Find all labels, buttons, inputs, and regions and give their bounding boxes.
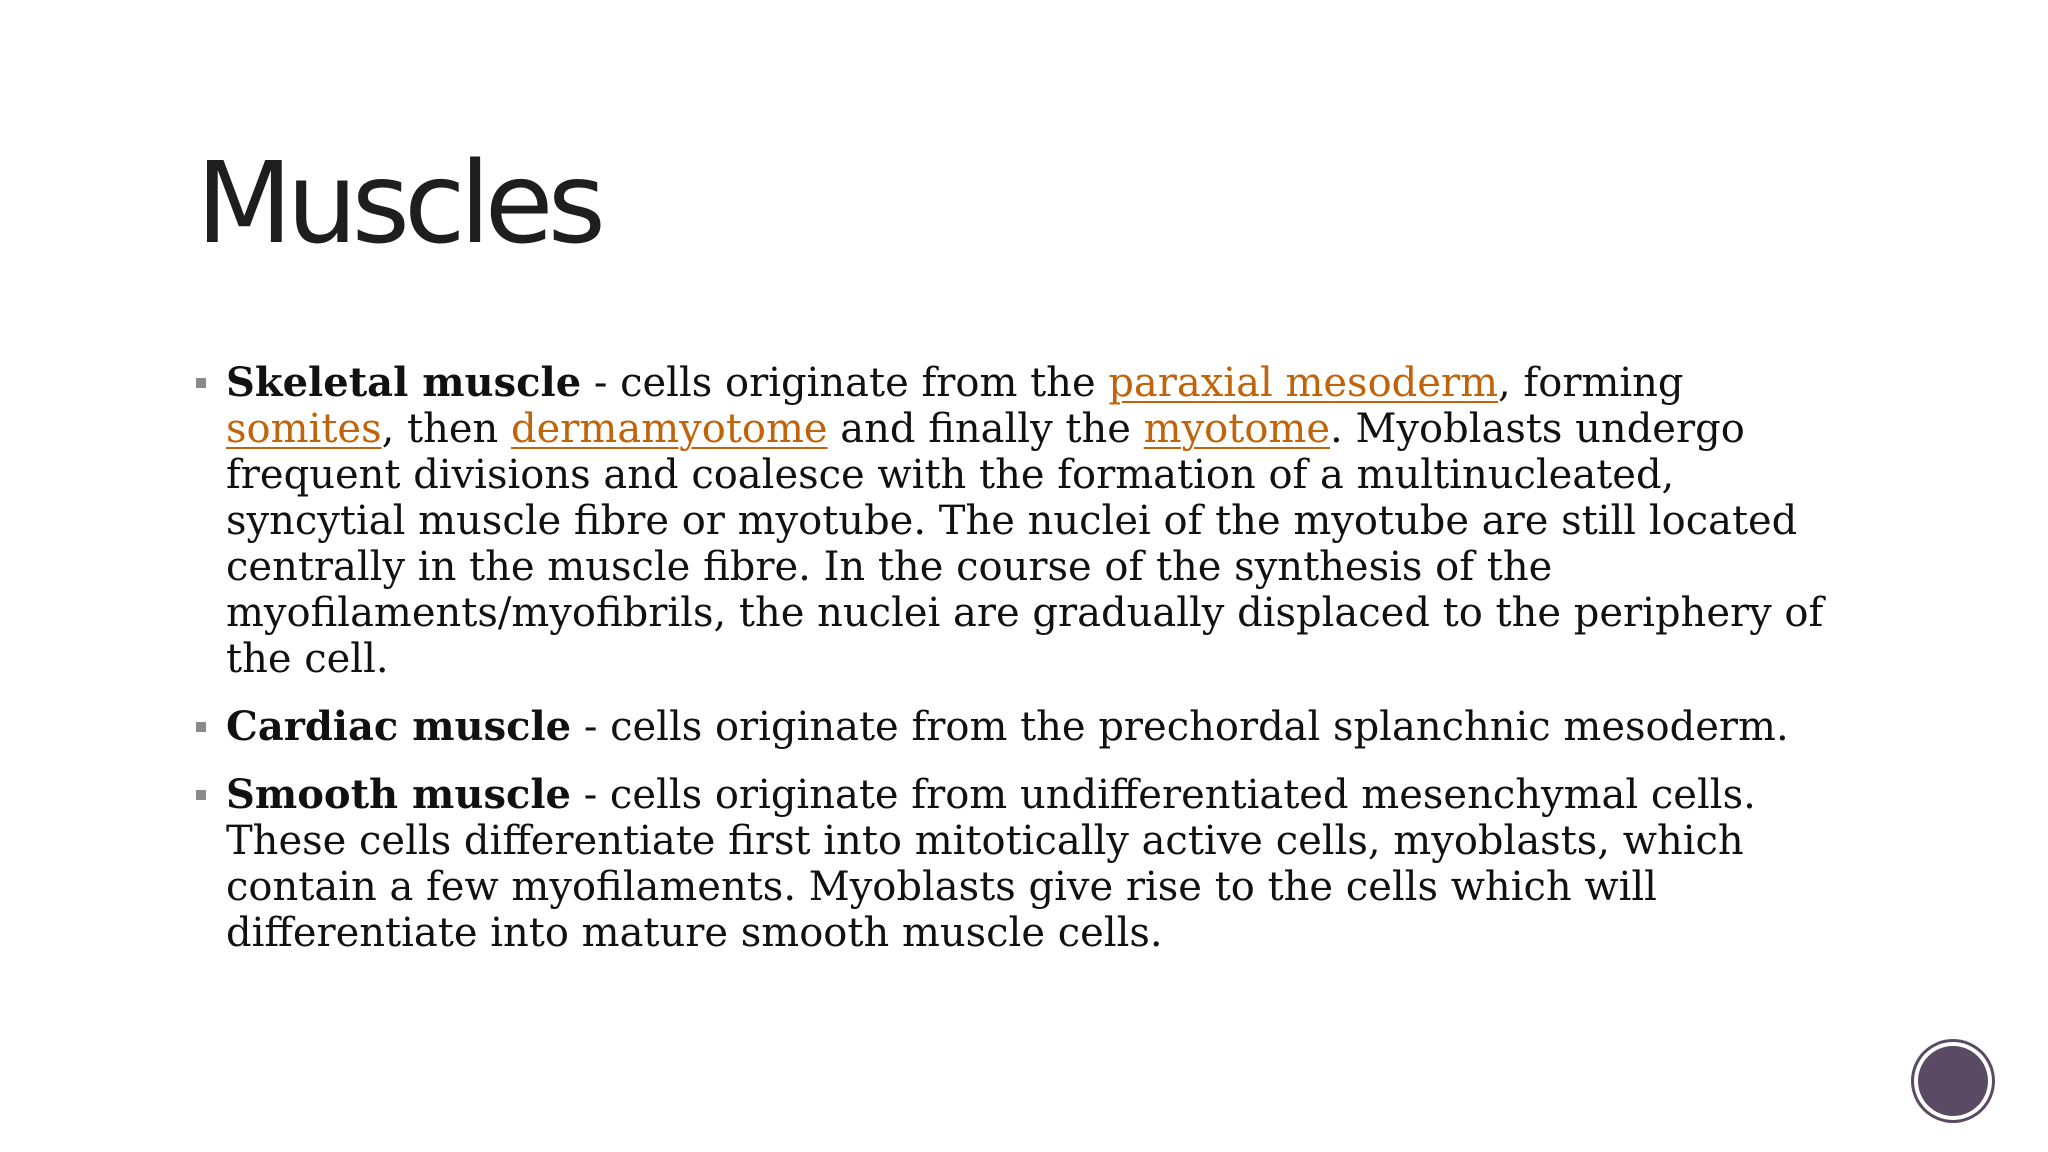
bullet-marker: [196, 378, 206, 388]
bullet-marker: [196, 790, 206, 800]
bullet-cardiac-muscle: [196, 704, 1856, 750]
bullet-skeletal-muscle: [196, 360, 1856, 682]
bullet-text: - cells originate from undifferentiated mesenchymal cells. These cells differentiate first into mitotically active cells, myoblasts, which contain a few myofilaments. Myoblasts give rise to the cells which will differentiate into mature smooth muscle cells.: [226, 772, 1756, 956]
link-somites[interactable]: somites: [226, 406, 382, 452]
link-dermamyotome[interactable]: dermamyotome: [511, 406, 828, 452]
slide-title: Muscles: [196, 139, 600, 269]
bullet-text: - cells originate from the prechordal splanchnic mesoderm.: [571, 704, 1789, 750]
bullet-text: - cells originate from the: [581, 360, 1109, 406]
term-skeletal-muscle: Skeletal muscle: [226, 359, 582, 406]
bullet-marker: [196, 722, 206, 732]
bullet-text: , forming: [1498, 360, 1684, 406]
link-paraxial-mesoderm[interactable]: paraxial mesoderm: [1108, 360, 1498, 406]
bullet-smooth-muscle: [196, 772, 1856, 956]
bullet-text: and finally the: [827, 406, 1144, 452]
term-smooth-muscle: Smooth muscle: [226, 771, 571, 818]
bullet-text: , then: [381, 406, 512, 452]
bullet-list: [196, 360, 1856, 978]
term-cardiac-muscle: Cardiac muscle: [226, 703, 572, 750]
bullet-text: . Myoblasts undergo frequent divisions and coalesce with the formation of a multinucleated, syncytial muscle fibre or myotube. The nuclei of the myotube are still located centrally in the muscle fibre. In the course of the synthesis of the myofilaments/myofibrils, the nuclei are gradually displaced to the periphery of the cell.: [226, 406, 1824, 682]
link-myotome[interactable]: myotome: [1143, 406, 1331, 452]
slide-nav-button[interactable]: [1918, 1046, 1988, 1116]
